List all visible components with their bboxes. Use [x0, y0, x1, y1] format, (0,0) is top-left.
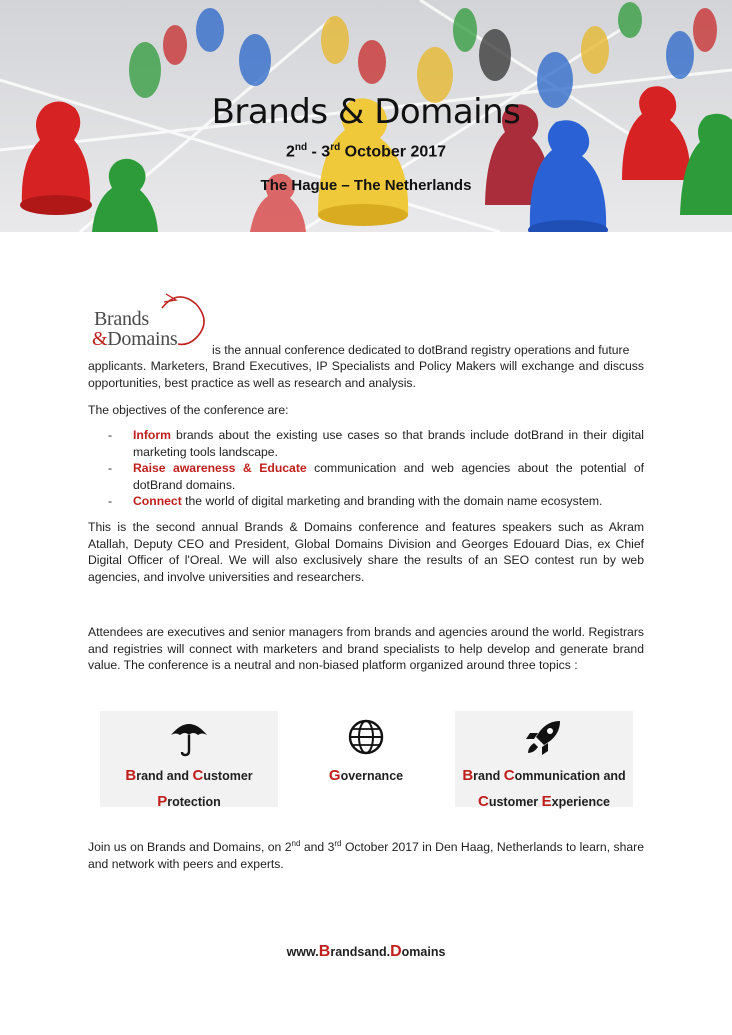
hero-banner: [0, 0, 732, 232]
list-item: - Inform brands about the existing use cases so that brands include dotBrand in their digital marketing tools landscape.: [108, 428, 644, 459]
logo-line-2: &Domains: [92, 328, 178, 350]
logo-line-1: Brands: [94, 308, 149, 330]
brands-domains-logo: [92, 292, 214, 352]
intro-paragraph: applicants. Marketers, Brand Executives, IP Specialists and Policy Makers will exchange and discuss opportunities, best practice as well as research and analysis.: [88, 359, 644, 390]
hero-dates: 2nd - 3rd October 2017: [285, 142, 447, 161]
topic-governance: [300, 711, 432, 807]
objectives-list: [108, 427, 644, 510]
globe-icon: [346, 717, 386, 757]
join-paragraph: Join us on Brands and Domains, on 2nd and 3rd October 2017 in Den Haag, Netherlands to learn, share and network with peers and experts.: [88, 839, 645, 871]
attendees-paragraph: Attendees are executives and senior managers from brands and agencies around the world. Registrars and registries will connect with marketers and brand specialists to help develop and generate brand value. The conference is a neutral and non-biased platform organized around three topics :: [88, 625, 644, 672]
hero-title: Brands & Domains: [211, 92, 521, 132]
topic-brand-communication: [455, 711, 633, 810]
speakers-paragraph: This is the second annual Brands & Domains conference and features speakers such as Akram Atallah, Deputy CEO and President, Global Domains Division and Georges Edouard Dias, ex Chief Digital Officer of l'Oreal. We will also exclusively share the results of an SEO contest run by web agencies, and involve universities and researchers.: [88, 520, 644, 584]
rocket-icon: [524, 717, 564, 757]
umbrella-icon: [169, 717, 209, 757]
website-link[interactable]: www.Brandsand.Domains: [286, 943, 446, 960]
topic-brand-protection: [100, 711, 278, 810]
intro-first-line: is the annual conference dedicated to dotBrand registry operations and future: [212, 343, 630, 357]
list-item: - Connect the world of digital marketing and branding with the domain name ecosystem.: [108, 494, 603, 508]
list-item: - Raise awareness & Educate communication and web agencies about the potential of dotBrand domains.: [108, 461, 644, 492]
topic-label: Brand Communication and Customer Experience: [462, 767, 626, 810]
objectives-heading: The objectives of the conference are:: [88, 403, 289, 417]
topic-label: Brand and Customer Protection: [125, 767, 253, 810]
hero-location: The Hague – The Netherlands: [260, 177, 472, 194]
topic-label: Governance: [328, 767, 404, 784]
